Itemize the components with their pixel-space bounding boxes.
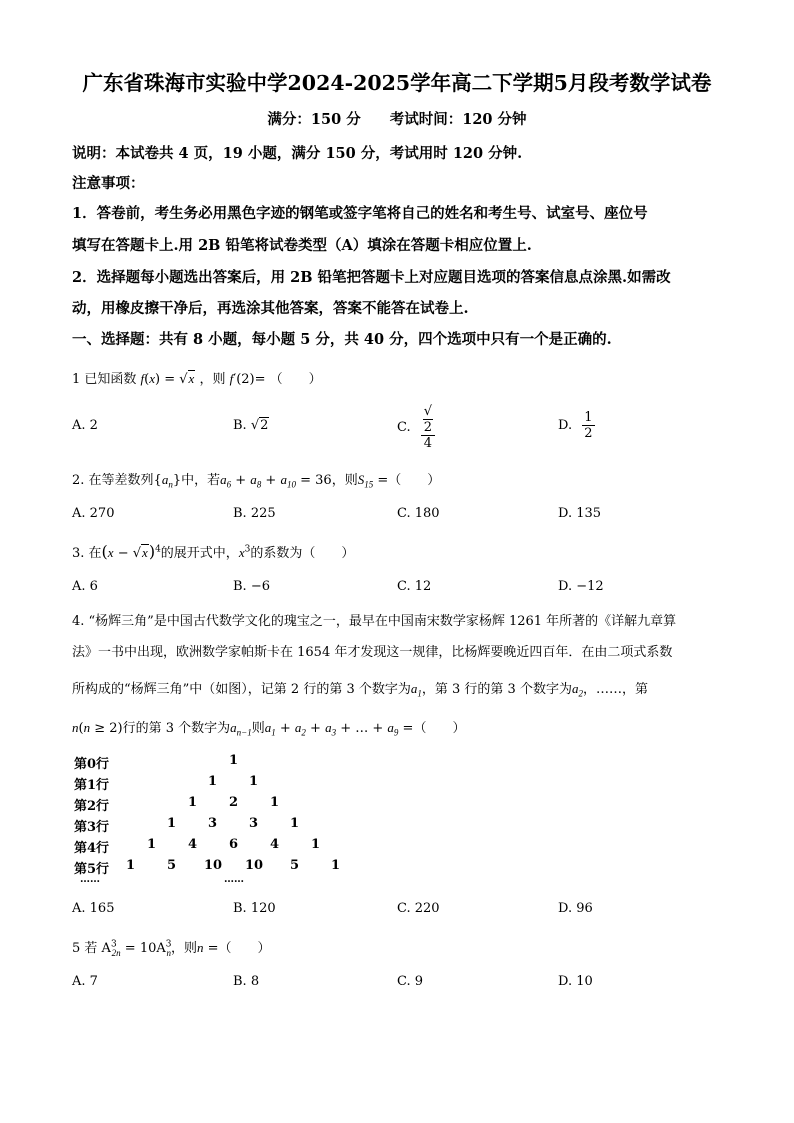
q4-line-4b: 则 xyxy=(251,721,265,736)
q2-mid2: ，则 xyxy=(331,473,358,488)
triangle-number: 1 xyxy=(290,816,300,831)
triangle-number: 2 xyxy=(229,795,239,810)
q1-option-c-denominator: 4 xyxy=(423,436,433,451)
q4-line-2: 法》一书中出现，欧洲数学家帕斯卡在 1654 年才发现这一规律，比杨辉要晚近四百年．在由二项式系数 xyxy=(72,645,673,660)
triangle-number: 1 xyxy=(331,858,341,873)
q3-mid: 的展开式中， xyxy=(160,546,239,561)
triangle-row-label: 第4行 xyxy=(74,841,110,856)
triangle-number: 5 xyxy=(167,858,177,873)
yang-hui-triangle xyxy=(72,750,372,890)
triangle-row-label: 第0行 xyxy=(74,757,110,772)
section-1-heading: 一、选择题：共有 8 小题，每小题 5 分，共 40 分，四个选项中只有一个是正确的. xyxy=(72,331,612,348)
q1-function-formula: f xyxy=(140,371,145,386)
q4-line-3c: ，……，第 xyxy=(582,682,648,697)
triangle-number: 1 xyxy=(188,795,198,810)
exam-note: 说明：本试卷共 4 页，19 小题，满分 150 分，考试用时 120 分钟. xyxy=(72,145,523,162)
triangle-number: 10 xyxy=(204,858,223,873)
q1-prefix: 1 已知函数 xyxy=(72,372,137,387)
q1-option-c-label: C. xyxy=(397,420,411,435)
triangle-number: 3 xyxy=(208,816,218,831)
triangle-number: 1 xyxy=(147,837,157,852)
triangle-number: 1 xyxy=(167,816,177,831)
q2-mid: 中，若 xyxy=(181,473,221,488)
triangle-number: 1 xyxy=(270,795,280,810)
q5-prefix: 5 若 xyxy=(72,941,98,956)
triangle-number: 4 xyxy=(188,837,198,852)
q4-option-a: A. 165 xyxy=(72,901,115,916)
q1-derivative-formula: f xyxy=(229,371,234,386)
q2-option-d: D. 135 xyxy=(558,506,602,521)
triangle-number: 1 xyxy=(249,774,259,789)
question-1: 1 已知函数 f(x) = √x ，则 f′(2)= （ ） xyxy=(72,371,322,387)
q5-option-b: B. 8 xyxy=(233,974,260,989)
q5-mid: ，则 xyxy=(171,941,198,956)
q2-option-c: C. 180 xyxy=(397,506,440,521)
q4-line-4a: 行的第 3 个数字为 xyxy=(122,721,231,736)
question-2: 2. 在等差数列$\{a_n\}$中，若$a_6 + a_8 + a_{10} = 36$，则$S_{15}$ =（ ） xyxy=(72,472,441,490)
q1-option-d-numerator: 1 xyxy=(584,410,593,425)
q1-suffix: （ ） xyxy=(269,372,322,387)
q1-option-b-value: 2 xyxy=(260,418,269,433)
q4-line-3b: ，第 3 行的第 3 个数字为 xyxy=(421,682,572,697)
triangle-row-label: 第1行 xyxy=(74,778,110,793)
triangle-number: 4 xyxy=(270,837,280,852)
q1-option-d-denominator: 2 xyxy=(584,426,593,441)
q4-line-4c: =（ ） xyxy=(402,721,466,736)
q1-option-c: C. √ 2 4 xyxy=(397,404,435,451)
q2-equation-value: = 36 xyxy=(300,473,332,488)
q5-suffix: =（ ） xyxy=(207,941,271,956)
rule-1-line-2: 填写在答题卡上.用 2B 铅笔将试卷类型（A）填涂在答题卡相应位置上. xyxy=(72,237,532,254)
q1-mid: ，则 xyxy=(199,372,226,387)
q3-option-d: D. −12 xyxy=(558,579,604,594)
q1-option-b-label: B. xyxy=(233,418,247,433)
q5-option-c: C. 9 xyxy=(397,974,424,989)
triangle-number: 10 xyxy=(245,858,264,873)
triangle-ellipsis-mid: …… xyxy=(224,874,244,885)
q3-option-c: C. 12 xyxy=(397,579,432,594)
q2-option-a: A. 270 xyxy=(72,506,115,521)
triangle-row-label: 第3行 xyxy=(74,820,110,835)
rule-2-line-2: 动，用橡皮擦干净后，再选涂其他答案，答案不能答在试卷上. xyxy=(72,300,469,317)
triangle-number: 1 xyxy=(229,753,239,768)
rule-1-line-1: 1．答卷前，考生务必用黑色字迹的钢笔或签字笔将自己的姓名和考生号、试室号、座位号 xyxy=(72,205,648,222)
q3-option-a: A. 6 xyxy=(72,579,98,594)
q1-option-d xyxy=(558,410,595,441)
triangle-row-label: 第5行 xyxy=(74,862,110,877)
q2-suffix: =（ ） xyxy=(377,473,441,488)
exam-meta: 满分：150 分 考试时间：120 分钟 xyxy=(267,111,527,128)
q3-prefix: 3. 在 xyxy=(72,546,102,561)
q5-option-a: A. 7 xyxy=(72,974,98,989)
q4-option-c: C. 220 xyxy=(397,901,440,916)
q5-option-d: D. 10 xyxy=(558,974,593,989)
question-5: 5 若 $A^3_{2n} = 10A^3_n$，则n =（ ） xyxy=(72,939,271,958)
triangle-ellipsis-left: …… xyxy=(80,874,100,885)
triangle-number: 1 xyxy=(208,774,218,789)
q1-option-d-label: D. xyxy=(558,418,573,433)
triangle-number: 5 xyxy=(290,858,300,873)
q3-option-b: B. −6 xyxy=(233,579,270,594)
q4-option-d: D. 96 xyxy=(558,901,593,916)
q4-option-b: B. 120 xyxy=(233,901,276,916)
q2-option-b: B. 225 xyxy=(233,506,276,521)
question-3: 3. 在$(x - √x)^4$的展开式中，$x^3$的系数为（ ） xyxy=(72,542,355,561)
triangle-number: 1 xyxy=(311,837,321,852)
q2-prefix: 2. 在等差数列 xyxy=(72,473,154,488)
q3-suffix: 的系数为（ ） xyxy=(250,546,355,561)
triangle-number: 6 xyxy=(229,837,239,852)
page-title: 广东省珠海市实验中学2024-2025学年高二下学期5月段考数学试卷 xyxy=(82,71,712,95)
q1-option-a: A. 2 xyxy=(72,418,98,433)
rule-2-line-1: 2．选择题每小题选出答案后，用 2B 铅笔把答题卡上对应题目选项的答案信息点涂黑.如需改 xyxy=(72,269,671,286)
q1-option-b: B. √2 xyxy=(233,418,269,433)
q4-line-3a: 所构成的“杨辉三角”中（如图），记第 2 行的第 3 个数字为 xyxy=(72,682,411,697)
triangle-row-label: 第2行 xyxy=(74,799,110,814)
q4-line-3: 所构成的“杨辉三角”中（如图），记第 2 行的第 3 个数字为$a_1$，第 3 行的第 3 个数字为$a_2$，……，第 xyxy=(72,681,648,699)
q4-line-1: 4. “杨辉三角”是中国古代数学文化的瑰宝之一，最早在中国南宋数学家杨辉 1261 年所著的《详解九章算 xyxy=(72,614,677,629)
triangle-number: 1 xyxy=(126,858,136,873)
notice-heading: 注意事项： xyxy=(72,175,145,192)
triangle-number: 3 xyxy=(249,816,259,831)
q1-option-c-numerator: 2 xyxy=(423,420,433,435)
q4-line-4: n(n ≥ 2)行的第 3 个数字为$a_{n-1}$则$a_1 + a_2 + a_3$ + … + $a_9$ =（ ） xyxy=(72,720,466,738)
